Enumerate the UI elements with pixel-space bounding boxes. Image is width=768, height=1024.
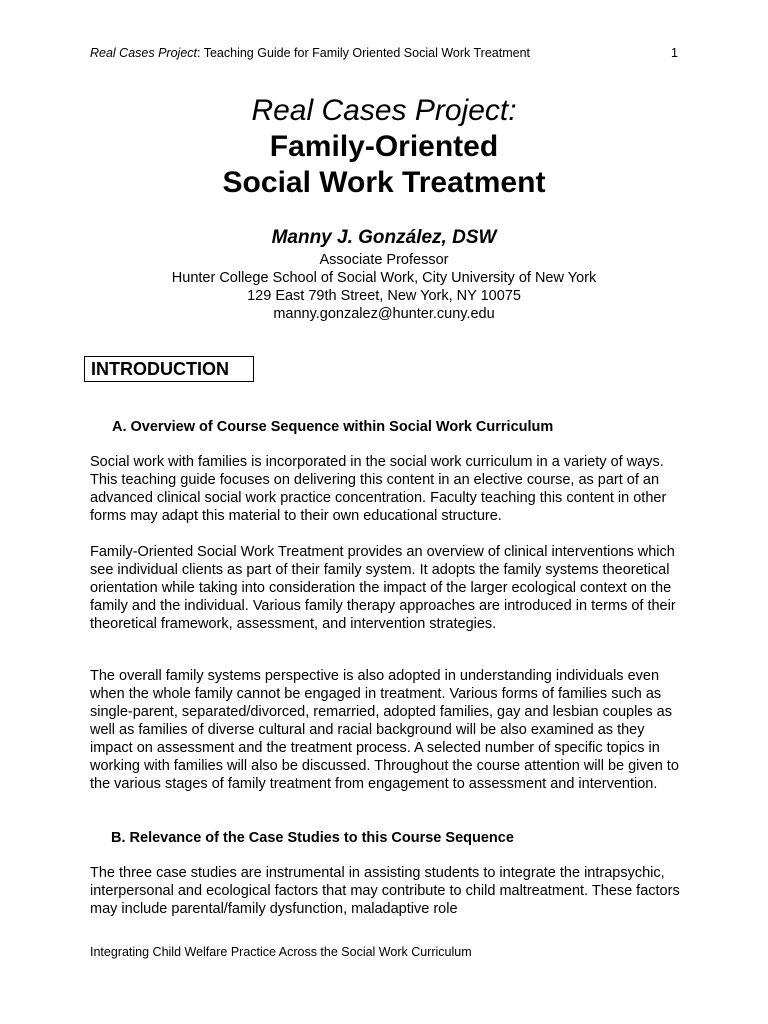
page-number: 1 [671, 46, 678, 60]
author-institution: Hunter College School of Social Work, City University of New York [171, 270, 597, 286]
page-footer: Integrating Child Welfare Practice Across the Social Work Curriculum [90, 945, 472, 959]
document-title [0, 93, 768, 201]
header-guide-title: : Teaching Guide for Family Oriented Social Work Treatment [197, 46, 531, 60]
paragraph: Social work with families is incorporated in the social work curriculum in a variety of ways. This teaching guide focuses on delivering this content in an elective course, as part of an advanced clinical social work practice concentration. Faculty teaching this content in other forms may adapt this material to their own educational structure. [90, 454, 667, 524]
header-project-name: Real Cases Project [90, 46, 197, 60]
title-line-3: Social Work Treatment [222, 166, 546, 199]
paragraph: The overall family systems perspective is also adopted in understanding individuals even when the whole family cannot be engaged in treatment. Various forms of families such as single-parent, separated/divorced, remarried, adopted families, gay and lesbian couples as well as families of diverse cultural and racial background will be also examined as they impact on assessment and the treatment process. A selected number of specific topics in working with families will also be discussed. Throughout the course attention will be given to the various stages of family treatment from engagement to assessment and intervention. [90, 668, 679, 792]
paragraph: The three case studies are instrumental in assisting students to integrate the intrapsychic, interpersonal and ecological factors that may contribute to child maltreatment. These factors may include parental/family dysfunction, maladaptive role [90, 865, 680, 917]
author-email: manny.gonzalez@hunter.cuny.edu [273, 306, 495, 322]
introduction-heading: INTRODUCTION [84, 356, 254, 382]
author-position: Associate Professor [319, 252, 449, 268]
title-line-1: Real Cases Project: [251, 94, 517, 127]
author-name: Manny J. González, DSW [271, 227, 497, 248]
paragraph: Family-Oriented Social Work Treatment provides an overview of clinical interventions which see individual clients as part of their family system. It adopts the family systems theoretical orientation while taking into consideration the impact of the larger ecological context on the family and the individual. Various family therapy approaches are introduced in terms of their theoretical framework, assessment, and intervention strategies. [90, 544, 676, 632]
author-address: 129 East 79th Street, New York, NY 10075 [247, 288, 521, 304]
section-a-heading: A. Overview of Course Sequence within Social Work Curriculum [112, 419, 554, 435]
title-line-2: Family-Oriented [269, 130, 499, 163]
author-affiliation [0, 251, 768, 323]
section-b-heading: B. Relevance of the Case Studies to this Course Sequence [111, 830, 514, 846]
page-header [90, 45, 678, 61]
